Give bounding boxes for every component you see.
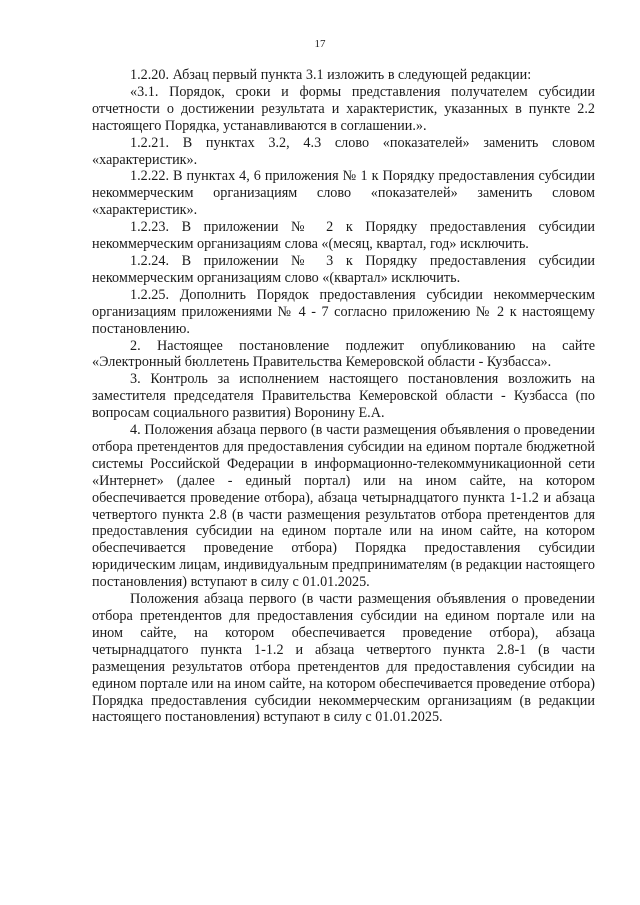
paragraph-quote-3-1: «3.1. Порядок, сроки и формы представления получателем субсидии отчетности о достижении результата и характеристик, указанных в пункте 2.2 настоящего Порядка, устанавливаются в соглашении.». xyxy=(92,83,595,134)
paragraph-1-2-23: 1.2.23. В приложении № 2 к Порядку предоставления субсидии некоммерческим организациям слова «(месяц, квартал, год» исключить. xyxy=(92,219,595,253)
paragraph-1-2-24: 1.2.24. В приложении № 3 к Порядку предоставления субсидии некоммерческим организациям слово «(квартал» исключить. xyxy=(92,252,595,286)
paragraph-1-2-25: 1.2.25. Дополнить Порядок предоставления субсидии некоммерческим организациям приложениями № 4 - 7 согласно приложению № 2 к настоящему постановлению. xyxy=(92,286,595,337)
document-body xyxy=(92,67,595,726)
paragraph-4-provisions: 4. Положения абзаца первого (в части размещения объявления о проведении отбора претендентов для предоставления субсидии на едином портале бюджетной системы Российской Федерации в информационно-телекоммуникационной сети «Интернет» (далее - единый портал) или на ином сайте, на котором обеспечивается проведение отбора), абзаца четырнадцатого пункта 1-1.2 и абзаца четвертого пункта 2.8 (в части размещения результатов отбора претендентов для предоставления субсидии на едином портале или на ином сайте, на котором обеспечивается проведение отбора) Порядка предоставления субсидии юридическим лицам, индивидуальным предпринимателям (в редакции настоящего постановления) вступают в силу с 01.01.2025. xyxy=(92,422,596,591)
paragraph-3-control: 3. Контроль за исполнением настоящего постановления возложить на заместителя председателя Правительства Кемеровской области - Кузбасса (по вопросам социального развития) Воронину Е.А. xyxy=(92,371,595,422)
paragraph-provisions-nco: Положения абзаца первого (в части размещения объявления о проведении отбора претендентов для предоставления субсидии на едином портале или на ином сайте, на котором обеспечивается проведение отбора), абзаца четырнадцатого пункта 1-1.2 и абзаца четвертого пункта 2.8-1 (в части размещения результатов отбора претендентов для предоставления субсидии на едином портале или на ином сайте, на котором обеспечивается проведение отбора) Порядка предоставления субсидии некоммерческим организациям (в редакции настоящего постановления) вступают в силу с 01.01.2025. xyxy=(92,591,595,726)
paragraph-1-2-20: 1.2.20. Абзац первый пункта 3.1 изложить в следующей редакции: xyxy=(130,67,532,83)
page-number: 17 xyxy=(314,38,326,50)
paragraph-1-2-21: 1.2.21. В пунктах 3.2, 4.3 слово «показателей» заменить словом «характеристик». xyxy=(92,134,595,168)
paragraph-1-2-22: 1.2.22. В пунктах 4, 6 приложения № 1 к Порядку предоставления субсидии некоммерческим организациям слово «показателей» заменить словом «характеристик». xyxy=(92,168,595,219)
paragraph-2-publication: 2. Настоящее постановление подлежит опубликованию на сайте «Электронный бюллетень Правительства Кемеровской области - Кузбасса». xyxy=(92,337,595,371)
